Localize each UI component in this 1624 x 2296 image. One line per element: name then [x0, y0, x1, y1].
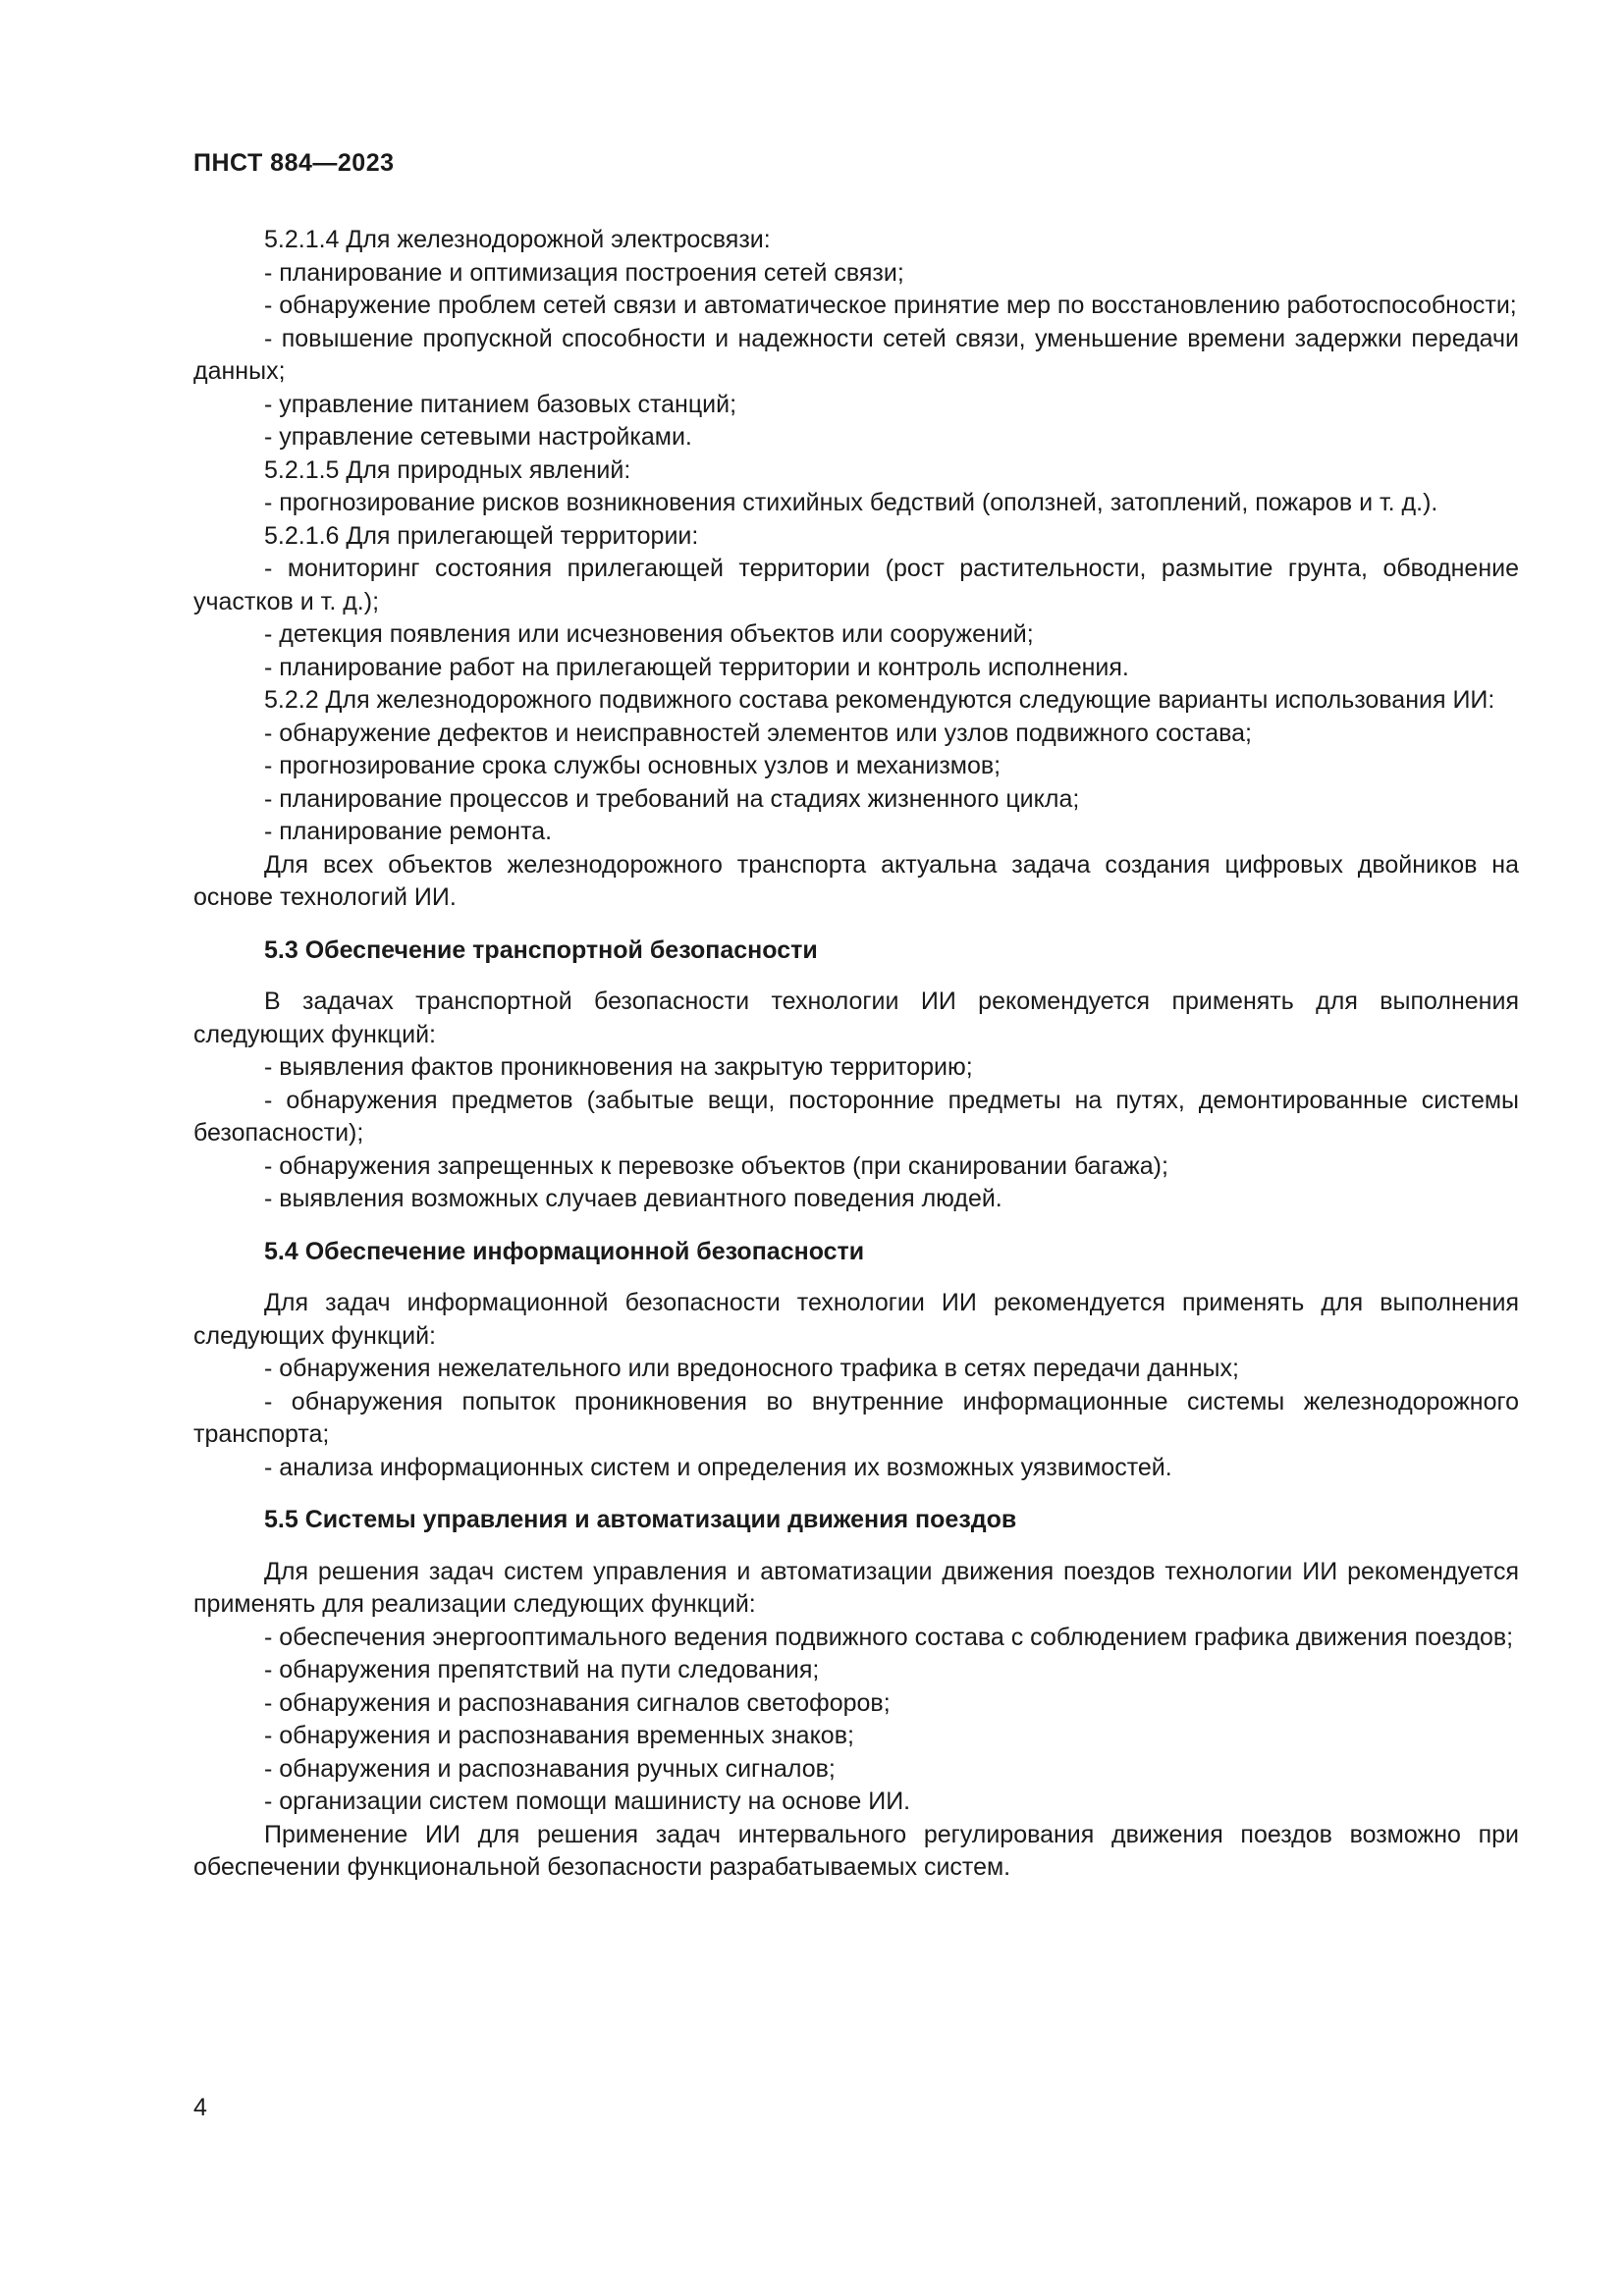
section-heading: 5.4 Обеспечение информационной безопасности — [264, 1237, 865, 1265]
paragraph: - обнаружения попыток проникновения во внутренние информационные системы железнодорожного транспорта; — [193, 1387, 1519, 1448]
paragraph: - прогнозирование срока службы основных узлов и механизмов; — [264, 752, 1001, 779]
section-heading: 5.3 Обеспечение транспортной безопасности — [264, 935, 818, 964]
paragraph: 5.2.1.4 Для железнодорожной электросвязи: — [264, 226, 771, 253]
paragraph: - обнаружения нежелательного или вредоносного трафика в сетях передачи данных; — [264, 1355, 1239, 1382]
paragraph: - обнаружение дефектов и неисправностей элементов или узлов подвижного состава; — [264, 719, 1252, 747]
paragraph: - детекция появления или исчезновения объектов или сооружений; — [264, 620, 1034, 648]
paragraph: - планирование работ на прилегающей территории и контроль исполнения. — [264, 653, 1129, 681]
paragraph: - обнаружения запрещенных к перевозке объектов (при сканировании багажа); — [264, 1151, 1168, 1180]
section-heading: 5.5 Системы управления и автоматизации движения поездов — [264, 1506, 1017, 1533]
paragraph: 5.2.1.5 Для природных явлений: — [264, 455, 631, 484]
paragraph: - обнаружения препятствий на пути следования; — [264, 1656, 820, 1683]
paragraph: Для решения задач систем управления и автоматизации движения поездов технологии ИИ рекомендуется применять для реализации следующих функций: — [193, 1557, 1519, 1618]
paragraph: - планирование и оптимизация построения сетей связи; — [264, 258, 904, 287]
paragraph: - организации систем помощи машинисту на основе ИИ. — [264, 1788, 911, 1815]
paragraph: - управление питанием базовых станций; — [264, 390, 737, 418]
paragraph: - выявления фактов проникновения на закрытую территорию; — [264, 1053, 973, 1081]
document-code: ПНСТ 884—2023 — [193, 149, 395, 177]
paragraph: - обнаружения и распознавания сигналов светофоров; — [264, 1688, 891, 1717]
paragraph: - обнаружения и распознавания ручных сигналов; — [264, 1754, 836, 1783]
paragraph: - планирование процессов и требований на стадиях жизненного цикла; — [264, 784, 1080, 813]
paragraph: - обнаружения и распознавания временных знаков; — [264, 1722, 854, 1749]
paragraph: 5.2.2 Для железнодорожного подвижного состава рекомендуются следующие варианты использования ИИ: — [264, 686, 1495, 714]
paragraph: Для задач информационной безопасности технологии ИИ рекомендуется применять для выполнения следующих функций: — [193, 1289, 1519, 1350]
page-number: 4 — [193, 2094, 207, 2121]
paragraph: - управление сетевыми настройками. — [264, 423, 692, 451]
paragraph: - обеспечения энергооптимального ведения подвижного состава с соблюдением графика движения поездов; — [264, 1623, 1514, 1651]
paragraph: - выявления возможных случаев девиантного поведения людей. — [264, 1185, 1002, 1212]
paragraph: - прогнозирование рисков возникновения стихийных бедствий (оползней, затоплений, пожаров и т. д.). — [264, 489, 1438, 516]
paragraph: - планирование ремонта. — [264, 818, 553, 845]
paragraph: - обнаружение проблем сетей связи и автоматическое принятие мер по восстановлению работоспособности; — [264, 292, 1517, 319]
paragraph: - обнаружения предметов (забытые вещи, посторонние предметы на путях, демонтированные системы безопасности); — [193, 1086, 1519, 1147]
paragraph: Для всех объектов железнодорожного транспорта актуальна задача создания цифровых двойников на основе технологий ИИ. — [193, 850, 1519, 911]
paragraph: В задачах транспортной безопасности технологии ИИ рекомендуется применять для выполнения следующих функций: — [193, 988, 1519, 1048]
paragraph: - повышение пропускной способности и надежности сетей связи, уменьшение времени задержки передачи данных; — [193, 324, 1519, 385]
paragraph: 5.2.1.6 Для прилегающей территории: — [264, 521, 699, 550]
document-body — [193, 224, 1519, 1885]
paragraph: Применение ИИ для решения задач интервального регулирования движения поездов возможно при обеспечении функциональной безопасности разрабатываемых систем. — [193, 1820, 1519, 1881]
paragraph: - мониторинг состояния прилегающей территории (рост растительности, размытие грунта, обводнение участков и т. д.); — [193, 555, 1519, 615]
paragraph: - анализа информационных систем и определения их возможных уязвимостей. — [264, 1453, 1172, 1481]
